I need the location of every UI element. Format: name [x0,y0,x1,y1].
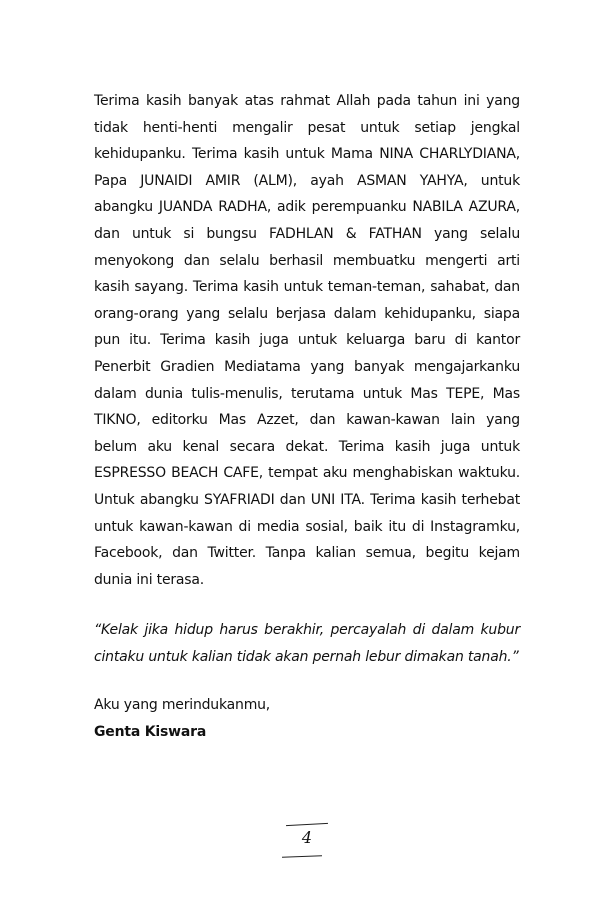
ornament-line-top [286,823,328,826]
ornament-line-bottom [282,855,322,857]
page-content [94,88,520,745]
page-number: 4 [301,828,313,847]
acknowledgement-paragraph: Terima kasih banyak atas rahmat Allah pada tahun ini yang tidak henti-henti mengalir pesat untuk setiap jengkal kehidupanku. Terima kasih untuk Mama NINA CHARLYDIANA, Papa JUNAIDI AMIR (ALM), ayah ASMAN YAHYA, untuk abangku JUANDA RADHA, adik perempuanku NABILA AZURA, dan untuk si bungsu FADHLAN & FATHAN yang selalu menyokong dan selalu berhasil membuatku mengerti arti kasih sayang. Terima kasih untuk teman-teman, sahabat, dan orang-orang yang selalu berjasa dalam kehidupanku, siapa pun itu. Terima kasih juga untuk keluarga baru di kantor Penerbit Gradien Mediatama yang banyak mengajarkanku dalam dunia tulis-menulis, terutama untuk Mas TEPE, Mas TIKNO, editorku Mas Azzet, dan kawan-kawan lain yang belum aku kenal secara dekat. Terima kasih juga untuk ESPRESSO BEACH CAFE, tempat aku menghabiskan waktuku. Untuk abangku SYAFRIADI dan UNI ITA. Terima kasih terhebat untuk kawan-kawan di media sosial, baik itu di Instagramku, Facebook, dan Twitter. Tanpa kalian semua, begitu kejam dunia ini terasa. [94,93,520,588]
closing-line: Aku yang merindukanmu, [94,697,271,714]
closing-quote: “Kelak jika hidup harus berakhir, percayalah di dalam kubur cintaku untuk kalian tidak akan pernah lebur dimakan tanah.” [94,622,520,665]
page-number-ornament [278,822,336,862]
author-signature: Genta Kiswara [94,724,207,741]
